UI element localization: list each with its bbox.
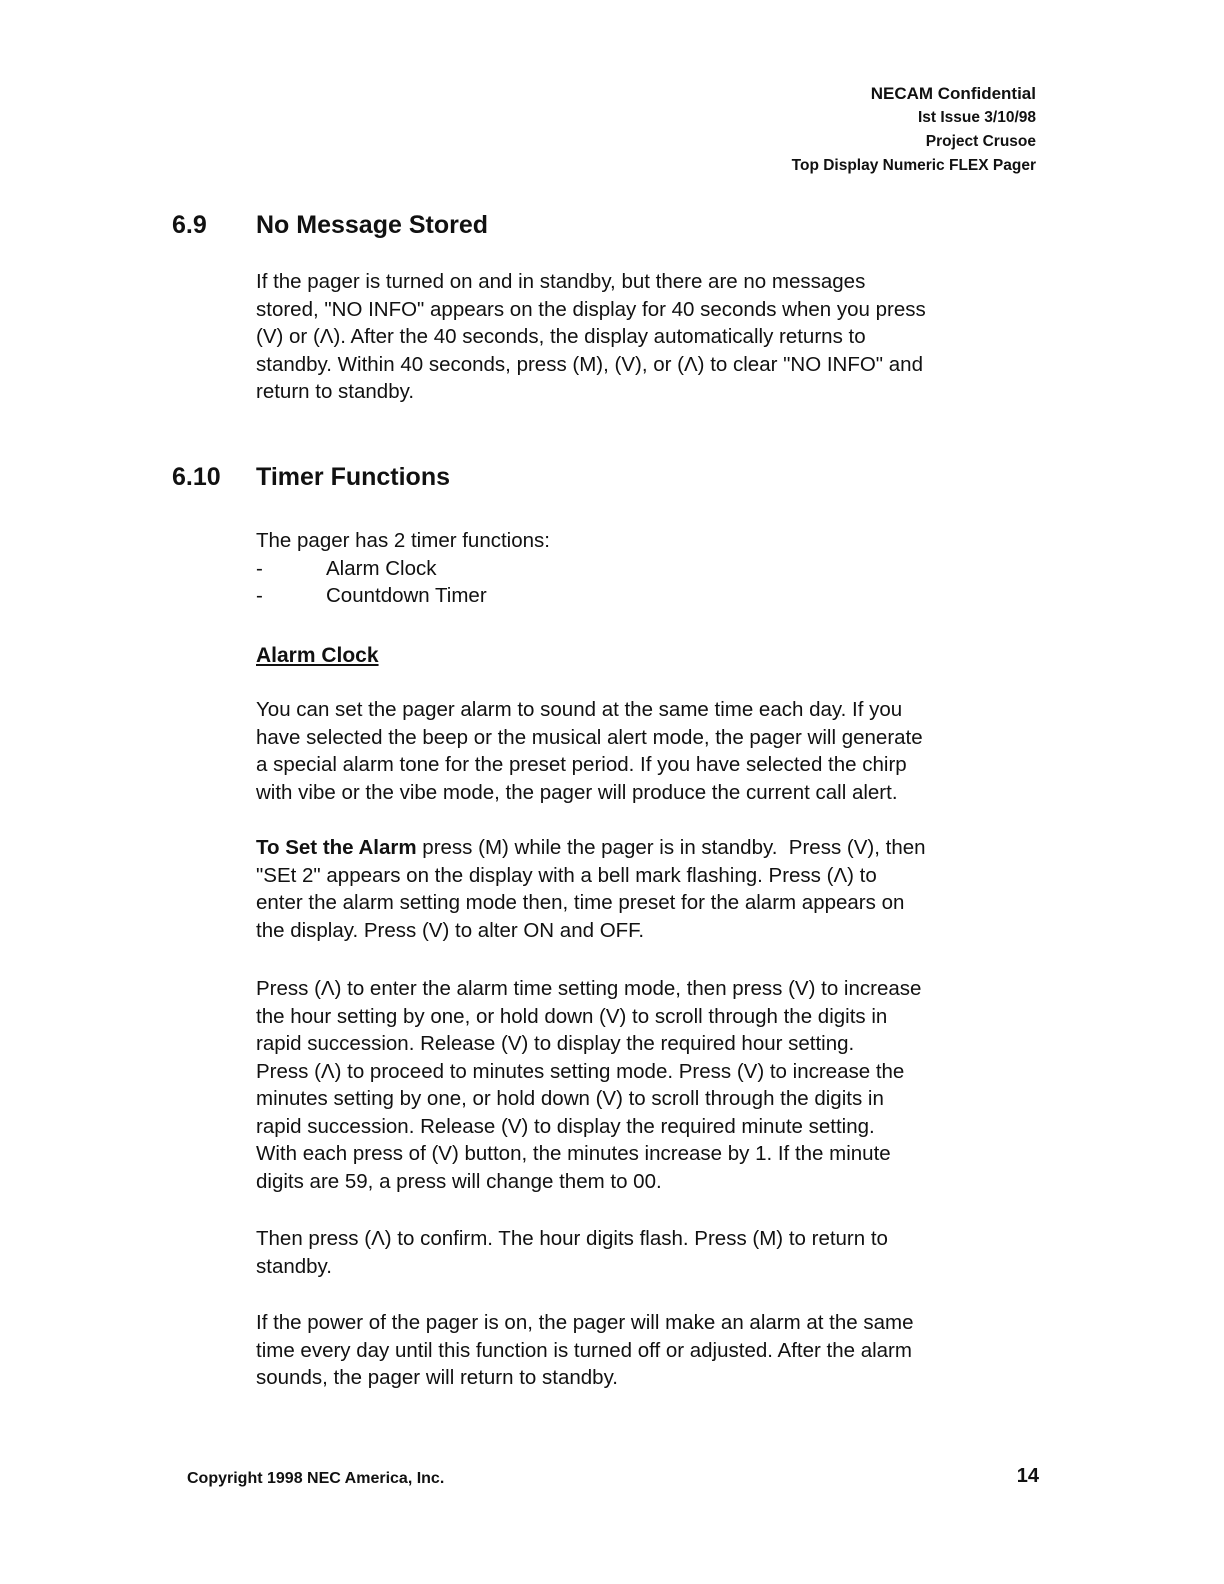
text-line: return to standby. (256, 380, 415, 403)
text-line: digits are 59, a press will change them to 00. (256, 1169, 662, 1193)
subheading-alarm-clock: Alarm Clock (256, 644, 379, 667)
section-title: No Message Stored (256, 211, 489, 239)
text-line: the hour setting by one, or hold down (V) to scroll through the digits in (256, 1004, 888, 1028)
product-label: Top Display Numeric FLEX Pager (791, 157, 1036, 174)
text-line: If the power of the pager is on, the pager will make an alarm at the same (256, 1311, 914, 1334)
intro-text: The pager has 2 timer functions: (256, 529, 550, 552)
section-heading-6-9 (172, 211, 488, 240)
text-line: (V) or (Λ). After the 40 seconds, the display automatically returns to (256, 325, 866, 348)
list-item: - Alarm Clock (256, 555, 550, 583)
section-number: 6.9 (172, 211, 207, 239)
text-line: sounds, the pager will return to standby. (256, 1366, 618, 1389)
text-line: Press (Λ) to enter the alarm time setting mode, then press (V) to increase (256, 977, 922, 1000)
paragraph-time-setting (256, 975, 921, 1195)
paragraph-alarm-intro (256, 696, 923, 806)
copyright-footer: Copyright 1998 NEC America, Inc. (187, 1470, 445, 1487)
text-line: have selected the beep or the musical alert mode, the pager will generate (256, 725, 923, 749)
bullet-dash: - (256, 556, 263, 580)
text-line: Then press (Λ) to confirm. The hour digits flash. Press (M) to return to (256, 1227, 888, 1250)
paragraph-set-alarm (256, 834, 926, 944)
section-title: Timer Functions (256, 463, 451, 491)
text-line: "SEt 2" appears on the display with a bell mark flashing. Press (Λ) to (256, 863, 877, 887)
text-line: standby. (256, 1254, 332, 1278)
paragraph-no-message (256, 268, 926, 406)
text-line: enter the alarm setting mode then, time preset for the alarm appears on (256, 891, 905, 914)
text-line: with vibe or the vibe mode, the pager will produce the current call alert. (256, 780, 898, 804)
text-line: To Set the Alarm press (M) while the pager is in standby. Press (V), then (256, 836, 926, 859)
document-header (792, 82, 1036, 178)
paragraph-power-on (256, 1309, 914, 1392)
project-label: Project Crusoe (925, 133, 1036, 150)
text-line: minutes setting by one, or hold down (V) to scroll through the digits in (256, 1087, 884, 1110)
text-line: rapid succession. Release (V) to display the required minute setting. (256, 1114, 875, 1138)
text-line: standby. Within 40 seconds, press (M), (V), or (Λ) to clear "NO INFO" and (256, 352, 923, 376)
bullet-dash: - (256, 584, 263, 607)
timer-list (256, 527, 550, 610)
bold-lead: To Set the Alarm (256, 836, 417, 859)
text-line: a special alarm tone for the preset period. If you have selected the chirp (256, 753, 907, 776)
text-line: stored, "NO INFO" appears on the display for 40 seconds when you press (256, 297, 926, 321)
text-line: Press (Λ) to proceed to minutes setting mode. Press (V) to increase the (256, 1059, 905, 1083)
text-line: With each press of (V) button, the minutes increase by 1. If the minute (256, 1142, 891, 1165)
text-line: rapid succession. Release (V) to display the required hour setting. (256, 1032, 855, 1055)
section-number: 6.10 (172, 463, 221, 491)
section-heading-6-10 (172, 463, 450, 492)
list-item: - Countdown Timer (256, 582, 550, 610)
text-line: If the pager is turned on and in standby, but there are no messages (256, 270, 866, 293)
paragraph-confirm (256, 1225, 888, 1280)
confidentiality-label: NECAM Confidential (870, 84, 1036, 103)
issue-label: Ist Issue 3/10/98 (917, 109, 1036, 126)
text-line: the display. Press (V) to alter ON and OFF. (256, 918, 645, 942)
text-line: You can set the pager alarm to sound at the same time each day. If you (256, 698, 903, 721)
text-line: time every day until this function is turned off or adjusted. After the alarm (256, 1338, 912, 1362)
page-number: 14 (1016, 1465, 1039, 1487)
